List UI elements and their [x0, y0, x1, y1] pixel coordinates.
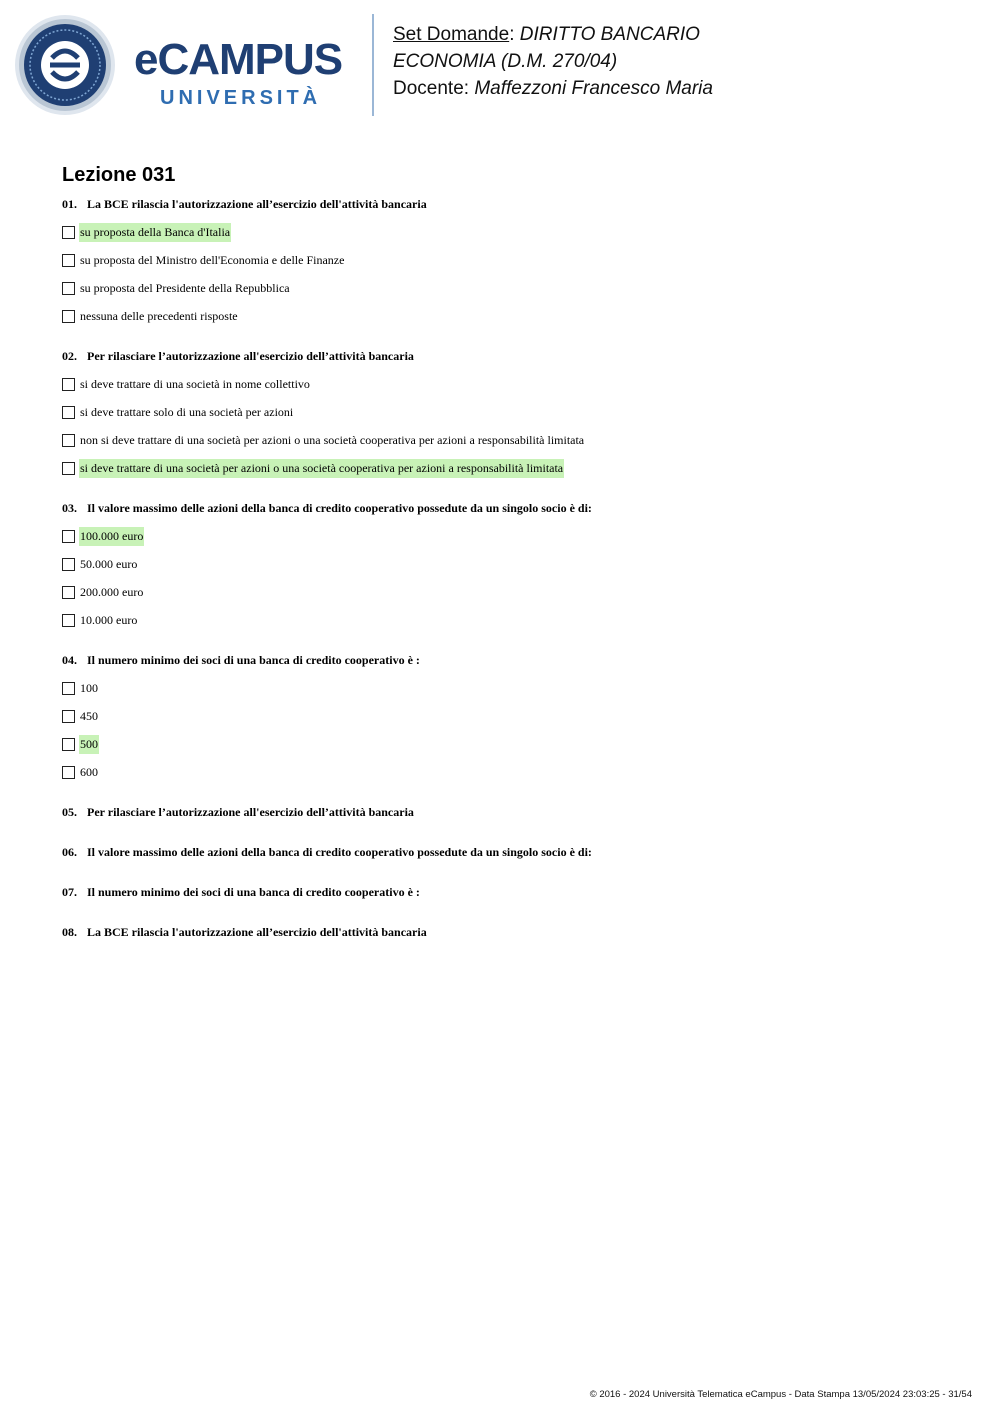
answer-option[interactable] — [62, 302, 962, 330]
set-label: Set Domande — [393, 24, 510, 45]
question-number: 03. — [62, 501, 77, 515]
ecampus-logo — [14, 14, 359, 116]
answer-option[interactable] — [62, 398, 962, 426]
correct-answer-label: 500 — [79, 735, 99, 754]
correct-answer-label: si deve trattare di una società per azioni o una società cooperativa per azioni a responsabilità limitata — [79, 459, 564, 478]
docente-name: Maffezzoni Francesco Maria — [474, 78, 713, 99]
answer-label: si deve trattare solo di una società per azioni — [80, 404, 294, 419]
set-title-line2: ECONOMIA (D.M. 270/04) — [393, 51, 618, 72]
set-line-2 — [393, 48, 983, 75]
answer-label: 100 — [80, 680, 98, 695]
answer-label: su proposta del Ministro dell'Economia e delle Finanze — [80, 252, 345, 267]
answer-label: 200.000 euro — [80, 584, 144, 599]
answer-label: si deve trattare di una società in nome collettivo — [80, 376, 310, 391]
answer-checkbox[interactable] — [62, 558, 75, 571]
question-number: 04. — [62, 653, 77, 667]
question-text — [62, 196, 962, 212]
answer-label: non si deve trattare di una società per azioni o una società cooperativa per azioni a responsabilità limitata — [80, 432, 585, 447]
question-text — [62, 844, 962, 860]
question-text — [62, 884, 962, 900]
answer-checkbox[interactable] — [62, 530, 75, 543]
answer-checkbox[interactable] — [62, 282, 75, 295]
answer-checkbox[interactable] — [62, 310, 75, 323]
answer-checkbox[interactable] — [62, 226, 75, 239]
answer-label: 50.000 euro — [80, 556, 138, 571]
set-title-line1: DIRITTO BANCARIO — [519, 24, 700, 45]
content — [62, 163, 962, 964]
question-03 — [62, 500, 962, 634]
answer-label: su proposta del Presidente della Repubblica — [80, 280, 290, 295]
question-number: 07. — [62, 885, 77, 899]
answer-option[interactable] — [62, 702, 962, 730]
question-label: La BCE rilascia l'autorizzazione all’esercizio dell'attività bancaria — [87, 197, 427, 211]
question-05 — [62, 804, 962, 820]
question-02 — [62, 348, 962, 482]
answer-checkbox[interactable] — [62, 766, 75, 779]
answer-label: nessuna delle precedenti risposte — [80, 308, 238, 323]
question-text — [62, 804, 962, 820]
answer-label: 10.000 euro — [80, 612, 138, 627]
answer-option[interactable] — [62, 370, 962, 398]
docente-line — [393, 75, 983, 102]
set-line-1: Set Domande: DIRITTO BANCARIO — [393, 24, 700, 45]
answer-option[interactable] — [62, 246, 962, 274]
correct-answer-label: su proposta della Banca d'Italia — [79, 223, 231, 242]
answer-option[interactable] — [62, 730, 962, 758]
question-text — [62, 500, 962, 516]
answer-checkbox[interactable] — [62, 710, 75, 723]
answer-option[interactable] — [62, 578, 962, 606]
brand-name: eCAMPUS — [134, 35, 343, 84]
answer-label: 450 — [80, 708, 98, 723]
question-number: 06. — [62, 845, 77, 859]
question-number: 01. — [62, 197, 77, 211]
answer-checkbox[interactable] — [62, 682, 75, 695]
correct-answer-label: 100.000 euro — [79, 527, 144, 546]
question-number: 08. — [62, 925, 77, 939]
question-01 — [62, 196, 962, 330]
answer-option[interactable] — [62, 550, 962, 578]
question-label: Il numero minimo dei soci di una banca di credito cooperativo è : — [87, 653, 420, 667]
answer-option[interactable] — [62, 674, 962, 702]
answer-option[interactable] — [62, 218, 962, 246]
answer-checkbox[interactable] — [62, 378, 75, 391]
lesson-title: Lezione 031 — [62, 164, 176, 186]
question-label: Il valore massimo delle azioni della banca di credito cooperativo possedute da un singolo socio è di: — [87, 845, 592, 859]
question-label: Per rilasciare l’autorizzazione all'esercizio dell’attività bancaria — [87, 805, 414, 819]
header-divider — [372, 14, 374, 116]
question-label: Il valore massimo delle azioni della banca di credito cooperativo possedute da un singolo socio è di: — [87, 501, 592, 515]
question-text — [62, 348, 962, 364]
brand-subtitle: UNIVERSITÀ — [160, 87, 322, 109]
page-footer: © 2016 - 2024 Università Telematica eCampus - Data Stampa 13/05/2024 23:03:25 - 31/54 — [589, 1389, 972, 1400]
answer-option[interactable] — [62, 758, 962, 786]
answer-checkbox[interactable] — [62, 434, 75, 447]
question-08 — [62, 924, 962, 940]
docente-label: Docente: — [393, 78, 470, 99]
answer-option[interactable] — [62, 454, 962, 482]
answer-checkbox[interactable] — [62, 614, 75, 627]
answer-checkbox[interactable] — [62, 586, 75, 599]
university-seal-icon — [14, 14, 116, 116]
question-label: Il numero minimo dei soci di una banca di credito cooperativo è : — [87, 885, 420, 899]
question-text — [62, 924, 962, 940]
header-info — [393, 21, 983, 102]
answer-checkbox[interactable] — [62, 462, 75, 475]
question-04 — [62, 652, 962, 786]
answer-checkbox[interactable] — [62, 738, 75, 751]
answer-option[interactable] — [62, 522, 962, 550]
question-06 — [62, 844, 962, 860]
answer-option[interactable] — [62, 606, 962, 634]
question-number: 02. — [62, 349, 77, 363]
question-list — [62, 196, 962, 940]
answer-option[interactable] — [62, 274, 962, 302]
question-label: Per rilasciare l’autorizzazione all'esercizio dell’attività bancaria — [87, 349, 414, 363]
question-07 — [62, 884, 962, 900]
answer-option[interactable] — [62, 426, 962, 454]
question-text — [62, 652, 962, 668]
answer-checkbox[interactable] — [62, 406, 75, 419]
answer-label: 600 — [80, 764, 98, 779]
question-number: 05. — [62, 805, 77, 819]
question-label: La BCE rilascia l'autorizzazione all’esercizio dell'attività bancaria — [87, 925, 427, 939]
answer-checkbox[interactable] — [62, 254, 75, 267]
